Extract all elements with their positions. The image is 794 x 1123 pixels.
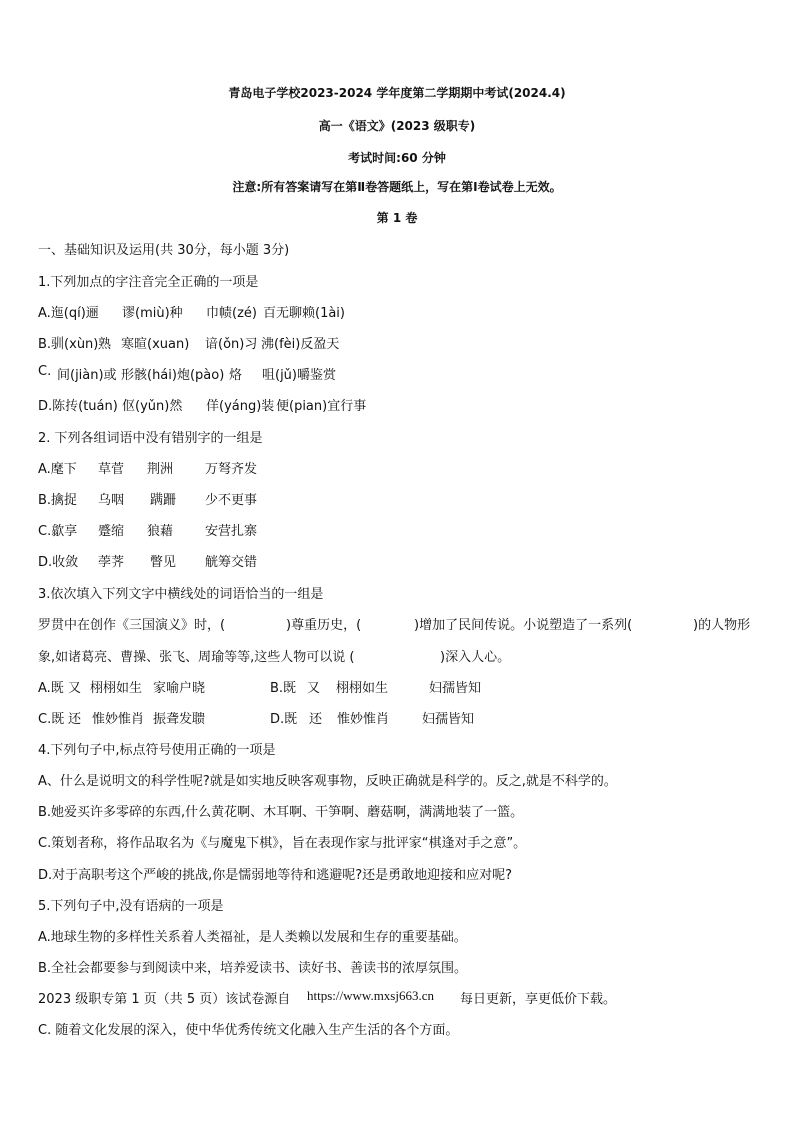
question-stem: 2. 下列各组词语中没有错别字的一组是	[38, 431, 263, 446]
option-cell: 妇孺皆知	[422, 712, 475, 727]
option-cell: C.既	[38, 712, 65, 727]
option-cell: 妇孺皆知	[429, 681, 482, 696]
option-cell: 惟妙惟肖	[337, 712, 390, 727]
footer-page-info: 2023 级职专第 1 页（共 5 页）该试卷源自	[38, 992, 291, 1007]
option-cell: 形骸(hái)炮(pào)	[121, 368, 225, 383]
option-cell: D.陈抟(tuán)	[38, 399, 118, 414]
option-cell: 便(pian)宜行事	[276, 399, 367, 414]
question-stem: 4.下列句子中,标点符号使用正确的一项是	[38, 743, 276, 758]
option-cell: 蹙缩	[98, 524, 125, 539]
option-line: B.她爱买许多零碎的东西,什么黄花啊、木耳啊、干笋啊、蘑菇啊，满满地装了一篮。	[38, 805, 524, 820]
option-cell: 寒暄(xuan)	[121, 337, 190, 352]
option-cell: A.麾下	[38, 462, 77, 477]
option-cell: C.歙享	[38, 524, 78, 539]
option-cell: 熟	[98, 337, 112, 352]
option-cell: B.驯(xùn)	[38, 337, 99, 352]
option-cell: D.收敛	[38, 555, 79, 570]
option-cell: A.迤(qí)逦	[38, 306, 99, 321]
option-cell: 还	[68, 712, 82, 727]
option-cell: 乌咽	[98, 493, 125, 508]
volume-label: 第 1 卷	[376, 211, 418, 225]
option-cell: 少不更事	[205, 493, 258, 508]
option-cell: C.	[38, 364, 52, 379]
option-cell: 万弩齐发	[205, 462, 258, 477]
option-cell: 荆洲	[147, 462, 174, 477]
section-heading: 一、基础知识及运用(共 30分，每小题 3分)	[38, 243, 290, 258]
exam-title: 青岛电子学校2023-2024 学年度第二学期期中考试(2024.4)	[228, 86, 566, 100]
option-line: C. 随着文化发展的深入，使中华优秀传统文化融入生产生活的各个方面。	[38, 1023, 459, 1038]
exam-subtitle: 高一《语文》(2023 级职专)	[318, 119, 476, 133]
option-cell: D.既	[270, 712, 298, 727]
option-line: C.策划者称，将作品取名为《与魔鬼下棋》，旨在表现作家与批评家“棋逢对手之意”。	[38, 836, 527, 851]
option-cell: 百无聊赖(1ài)	[263, 306, 345, 321]
option-cell: 家喻户晓	[153, 681, 206, 696]
option-line: D.对于高职考这个严峻的挑战,你是懦弱地等待和逃避呢?还是勇敢地迎接和应对呢?	[38, 868, 513, 883]
option-cell: 栩栩如生	[90, 681, 143, 696]
option-cell: 惟妙惟肖	[92, 712, 145, 727]
question-stem: 5.下列句子中,没有语病的一项是	[38, 899, 224, 914]
question-stem: 1.下列加点的字注音完全正确的一项是	[38, 275, 259, 290]
option-cell: 又	[68, 681, 82, 696]
exam-time: 考试时间:60 分钟	[348, 151, 446, 165]
option-cell: 佯(yáng)装	[206, 399, 275, 414]
option-line: A、什么是说明文的科学性呢?就是如实地反映客观事物，反映正确就是科学的。反之,就是不科学的。	[38, 774, 617, 789]
option-cell: 巾帻(zé)	[206, 306, 257, 321]
option-cell: 又	[307, 681, 321, 696]
option-cell: 间(jiàn)或	[57, 368, 117, 383]
option-cell: 谙(ǒn)习	[205, 337, 258, 352]
option-cell: 还	[309, 712, 323, 727]
option-cell: 荸荠	[98, 555, 125, 570]
option-cell: 沸(fèi)反盈天	[261, 337, 340, 352]
option-cell: 蹒跚	[150, 493, 177, 508]
option-line: A.地球生物的多样性关系着人类福祉，是人类赖以发展和生存的重要基础。	[38, 930, 467, 945]
option-cell: A.既	[38, 681, 64, 696]
option-cell: 伛(yǔn)然	[122, 399, 183, 414]
option-cell: 草菅	[98, 462, 125, 477]
exam-notice: 注意:所有答案请写在第Ⅱ卷答题纸上，写在第Ⅰ卷试卷上无效。	[232, 180, 562, 194]
option-line: B.全社会都要参与到阅读中来，培养爱读书、读好书、善读书的浓厚氛围。	[38, 961, 468, 976]
option-cell: 觥筹交错	[205, 555, 258, 570]
passage-fragment: )尊重历史，(	[286, 618, 362, 633]
footer-note: 每日更新，享更低价下载。	[460, 992, 617, 1007]
footer-link[interactable]: https://www.mxsj663.cn	[307, 988, 434, 1003]
option-cell: 咀(jǔ)嚼鉴赏	[262, 368, 336, 383]
option-cell: 瞥见	[150, 555, 177, 570]
option-cell: 狼藉	[147, 524, 174, 539]
option-cell: 烙	[229, 368, 243, 383]
option-cell: B.擒捉	[38, 493, 78, 508]
passage-fragment: )的人物形	[693, 618, 751, 633]
passage-fragment: 象,如诸葛亮、曹操、张飞、周瑜等等,这些人物可以说 (	[38, 650, 355, 665]
option-cell: 谬(miù)种	[122, 306, 183, 321]
option-cell: 振聋发聩	[153, 712, 206, 727]
passage-fragment: 罗贯中在创作《三国演义》时，(	[38, 618, 226, 633]
passage-fragment: )增加了民间传说。小说塑造了一系列(	[414, 618, 633, 633]
passage-fragment: )深入人心。	[440, 650, 511, 665]
question-stem: 3.依次填入下列文字中横线处的词语恰当的一组是	[38, 587, 324, 602]
option-cell: B.既	[270, 681, 297, 696]
option-cell: 安营扎寨	[205, 524, 258, 539]
option-cell: 栩栩如生	[336, 681, 389, 696]
